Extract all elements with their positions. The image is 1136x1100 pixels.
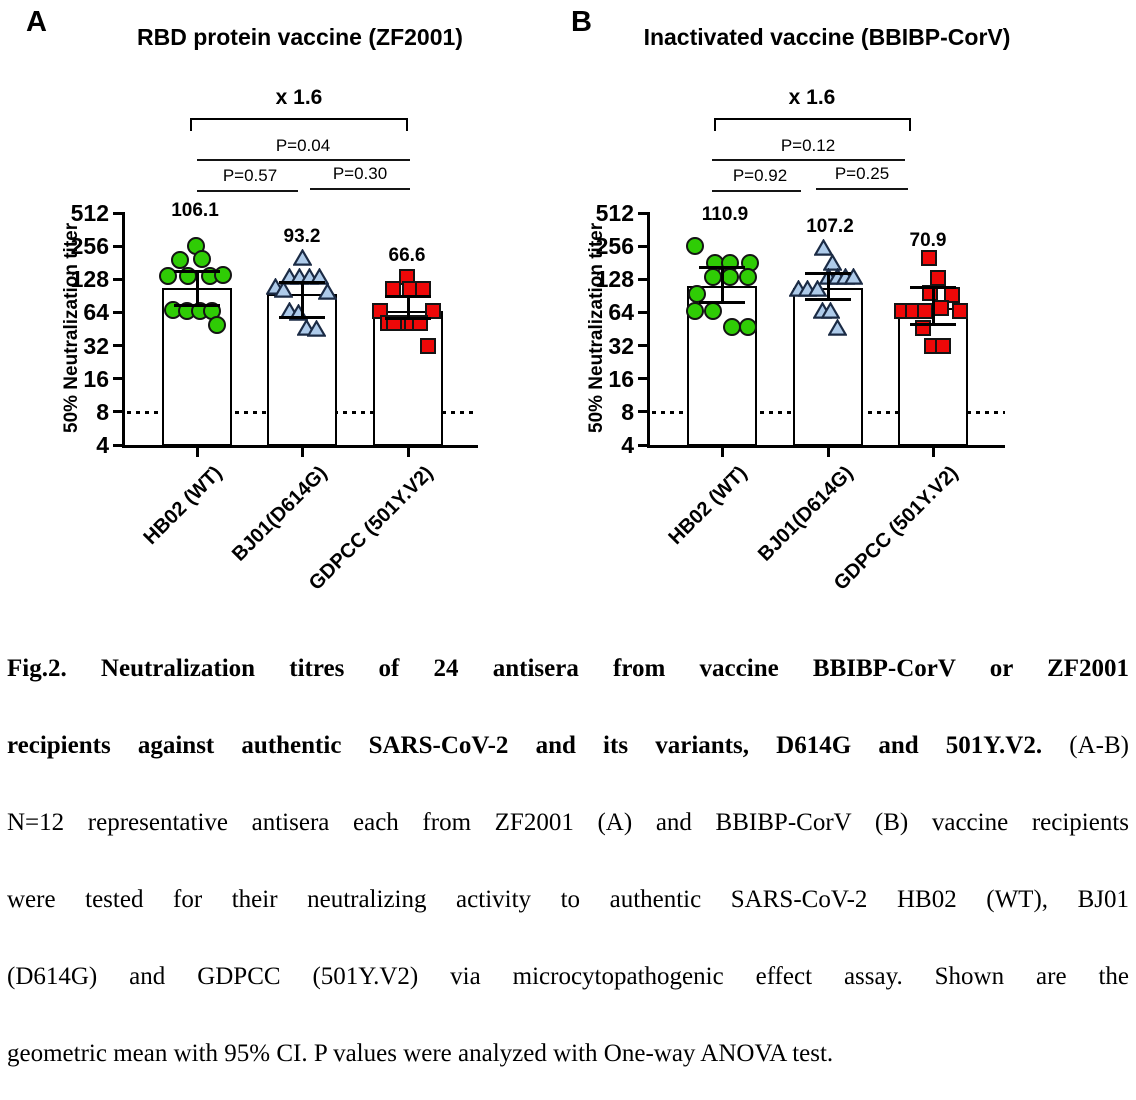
- p-value-line: [197, 190, 298, 192]
- geomean-label: 110.9: [701, 204, 749, 225]
- panel-a-letter: A: [26, 6, 47, 38]
- y-tick-mark: [113, 311, 123, 314]
- x-tick-label: GDPCC (501Y.V2): [829, 462, 963, 595]
- y-tick-label: 512: [595, 200, 634, 226]
- x-tick-mark: [721, 448, 724, 457]
- data-point-circle: [686, 237, 704, 255]
- error-bar-stem: [407, 296, 410, 319]
- y-tick-label: 256: [70, 233, 109, 260]
- y-tick-label: 32: [83, 332, 109, 359]
- x-tick-label: BJ01(D614G): [753, 462, 858, 566]
- p-value-line: [712, 159, 905, 161]
- error-bar-stem: [827, 273, 830, 300]
- data-point-triangle: [844, 268, 863, 285]
- panel-b-letter: B: [571, 6, 592, 38]
- caption-text: recipients against authentic SARS-CoV-2 and its variants, D614G and 501Y.V2.: [7, 732, 1043, 759]
- geomean-label: 70.9: [909, 230, 947, 251]
- y-tick-label: 4: [621, 432, 634, 458]
- data-point-square: [933, 300, 949, 316]
- caption-line-6: [7, 1015, 1129, 1092]
- y-tick-label: 8: [96, 398, 109, 425]
- p-value-label: P=0.92: [732, 166, 788, 185]
- panel-b-fold-change-label: x 1.6: [788, 86, 836, 109]
- panel-a-y-axis-title: 50% Neutralization titer: [61, 222, 82, 433]
- p-value-label: P=0.04: [275, 136, 331, 155]
- y-tick-mark: [113, 377, 123, 380]
- geomean-label: 106.1: [171, 200, 219, 221]
- data-point-circle: [214, 266, 232, 284]
- data-point-circle: [704, 268, 722, 286]
- x-tick-label: HB02 (WT): [139, 462, 227, 550]
- caption-line-5: [7, 938, 1129, 1015]
- p-value-line: [712, 190, 801, 192]
- y-tick-label: 32: [608, 332, 634, 359]
- data-point-square: [935, 338, 951, 354]
- y-tick-label: 512: [70, 200, 109, 226]
- y-tick-mark: [638, 212, 648, 215]
- fold-change-bracket: [190, 118, 408, 131]
- y-tick-label: 256: [595, 233, 634, 260]
- p-value-label: P=0.12: [780, 136, 836, 155]
- x-tick-label: GDPCC (501Y.V2): [304, 462, 438, 595]
- panel-b-title: Inactivated vaccine (BBIBP-CorV): [643, 24, 1011, 50]
- p-value-label: P=0.30: [332, 164, 388, 183]
- data-point-circle: [721, 268, 739, 286]
- y-tick-mark: [638, 344, 648, 347]
- y-tick-label: 64: [608, 299, 634, 326]
- caption-text: (A-B): [1042, 732, 1129, 759]
- y-tick-label: 64: [83, 299, 109, 326]
- fold-change-bracket: [714, 118, 911, 131]
- data-point-triangle: [814, 239, 833, 256]
- caption-line-3: [7, 784, 1129, 861]
- x-tick-label: HB02 (WT): [664, 462, 752, 550]
- caption-line-4: [7, 861, 1129, 938]
- caption-text: (D614G) and GDPCC (501Y.V2) via microcytopathogenic effect assay. Shown are the: [7, 963, 1129, 990]
- caption-text: were tested for their neutralizing activity to authentic SARS-CoV-2 HB02 (WT), BJ01: [7, 886, 1129, 913]
- p-value-line: [310, 188, 410, 190]
- caption-text: Fig.2. Neutralization titres of 24 antisera from vaccine BBIBP-CorV or ZF2001: [7, 655, 1129, 682]
- p-value-line: [816, 188, 908, 190]
- data-point-square: [952, 303, 968, 319]
- x-tick-mark: [196, 448, 199, 457]
- bar-GDPCC (501Y.V2): [898, 308, 968, 446]
- data-point-square: [930, 270, 946, 286]
- geomean-label: 93.2: [283, 226, 321, 247]
- error-bar-stem: [196, 272, 199, 306]
- figure-caption: [7, 630, 1129, 1092]
- geomean-label: 107.2: [806, 216, 854, 237]
- y-tick-mark: [638, 410, 648, 413]
- x-tick-mark: [301, 448, 304, 457]
- x-tick-mark: [407, 448, 410, 457]
- y-tick-mark: [113, 344, 123, 347]
- data-point-circle: [686, 302, 704, 320]
- error-bar-stem: [301, 282, 304, 317]
- data-point-circle: [739, 268, 757, 286]
- caption-text: geometric mean with 95% CI. P values were analyzed with One-way ANOVA test.: [7, 1040, 834, 1067]
- y-tick-label: 4: [96, 432, 109, 458]
- data-point-triangle: [821, 302, 840, 319]
- data-point-circle: [688, 285, 706, 303]
- data-point-triangle: [318, 283, 337, 300]
- p-value-label: P=0.25: [834, 164, 890, 183]
- y-tick-label: 16: [83, 365, 109, 392]
- data-point-triangle: [307, 320, 326, 337]
- data-point-circle: [704, 302, 722, 320]
- x-tick-mark: [932, 448, 935, 457]
- data-point-triangle: [293, 249, 312, 266]
- error-bar-stem: [721, 267, 724, 302]
- p-value-line: [197, 159, 410, 161]
- panel-a-fold-change-label: x 1.6: [275, 86, 323, 109]
- caption-line-2: [7, 707, 1129, 784]
- y-tick-mark: [638, 278, 648, 281]
- caption-text: N=12 representative antisera each from ZF2001 (A) and BBIBP-CorV (B) vaccine recipients: [7, 809, 1129, 836]
- y-tick-mark: [113, 410, 123, 413]
- data-point-triangle: [808, 280, 827, 297]
- y-tick-label: 128: [70, 266, 109, 293]
- x-tick-label: BJ01(D614G): [227, 462, 332, 566]
- p-value-label: P=0.57: [222, 166, 278, 185]
- x-tick-mark: [827, 448, 830, 457]
- geomean-label: 66.6: [388, 245, 426, 266]
- data-point-triangle: [828, 319, 847, 336]
- y-tick-mark: [638, 245, 648, 248]
- y-tick-label: 128: [595, 266, 634, 293]
- y-tick-mark: [113, 278, 123, 281]
- y-tick-mark: [638, 311, 648, 314]
- panel-a-title: RBD protein vaccine (ZF2001): [137, 24, 463, 50]
- y-tick-mark: [113, 212, 123, 215]
- y-tick-label: 16: [608, 365, 634, 392]
- y-tick-label: 8: [621, 398, 634, 425]
- y-tick-mark: [638, 377, 648, 380]
- data-point-circle: [193, 250, 211, 268]
- data-point-square: [420, 338, 436, 354]
- data-point-square: [921, 250, 937, 266]
- panel-b-y-axis-title: 50% Neutralization titer: [586, 222, 607, 433]
- error-bar-stem: [932, 288, 935, 324]
- y-tick-mark: [113, 245, 123, 248]
